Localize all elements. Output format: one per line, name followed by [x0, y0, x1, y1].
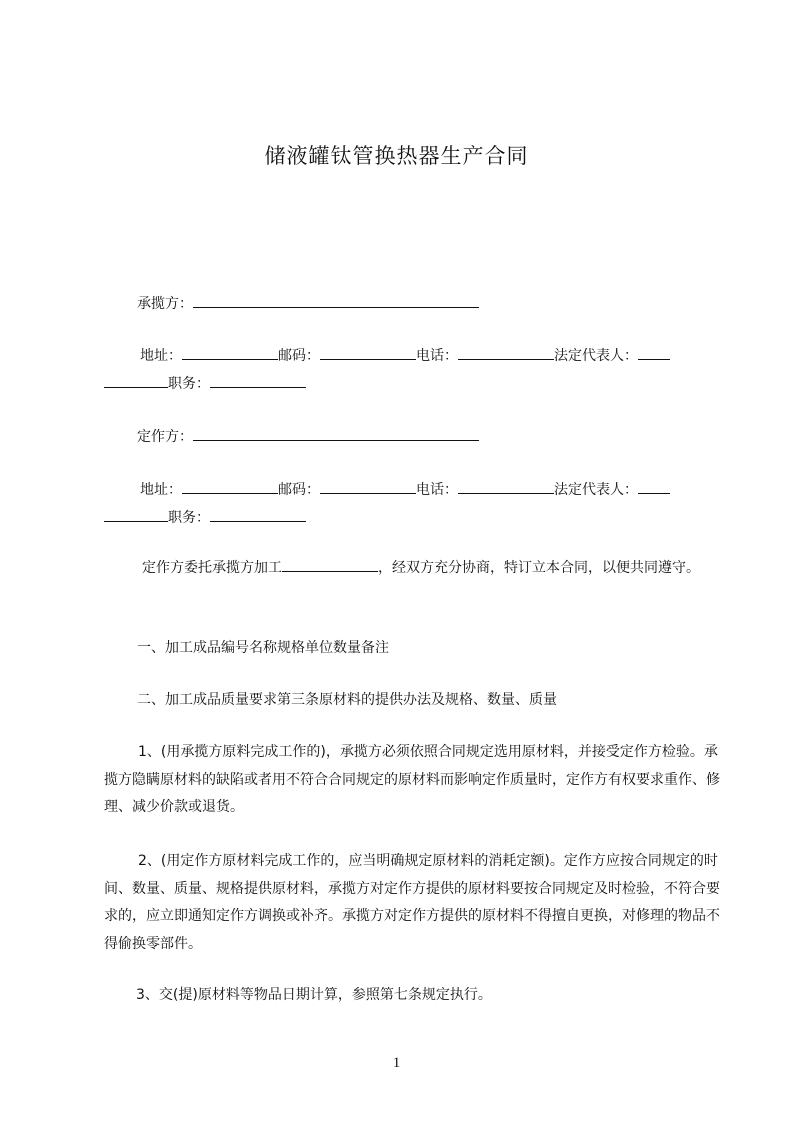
- contractor-legal-rep-blank: [638, 344, 670, 360]
- client-postcode-label: 邮码：: [278, 482, 320, 498]
- page-number: 1: [392, 1055, 401, 1071]
- client-position-label: 职务：: [168, 510, 210, 526]
- intro-paragraph: [104, 555, 722, 583]
- client-position-blank: [210, 506, 306, 522]
- client-contact-line: [140, 478, 760, 500]
- contractor-phone-blank: [458, 344, 554, 360]
- client-legal-rep-blank-cont: [104, 506, 168, 522]
- clause-1: [104, 739, 722, 822]
- contractor-label: 承揽方：: [137, 296, 193, 312]
- client-address-blank: [182, 478, 278, 494]
- contractor-position-blank: [210, 372, 306, 388]
- clause-1-text: 1、(用承揽方原料完成工作的)，承揽方必须依照合同规定选用原材料，并接受定作方检验。承揽方隐瞒原材料的缺陷或者用不符合合同规定的原材料而影响定作质量时，定作方有权要求重作、修理、减少价款或退货。: [104, 744, 720, 815]
- contractor-position-label: 职务：: [168, 376, 210, 392]
- clause-2: [104, 848, 722, 958]
- contractor-legal-rep-label: 法定代表人：: [554, 348, 638, 364]
- client-line: [137, 425, 757, 447]
- contractor-address-label: 地址：: [140, 348, 182, 364]
- contractor-address-blank: [182, 344, 278, 360]
- contractor-position-line: [104, 372, 724, 394]
- section-2-heading: 二、加工成品质量要求第三条原材料的提供办法及规格、数量、质量: [137, 692, 557, 708]
- contractor-legal-rep-blank-cont: [104, 372, 168, 388]
- contractor-contact-line: [140, 344, 760, 366]
- contractor-blank: [193, 292, 479, 308]
- clause-2-text: 2、(用定作方原材料完成工作的，应当明确规定原材料的消耗定额)。定作方应按合同规定的时间、数量、质量、规格提供原材料，承揽方对定作方提供的原材料要按合同规定及时检验，不符合要求的，应立即通知定作方调换或补齐。承揽方对定作方提供的原材料不得擅自更换，对修理的物品不得偷换零部件。: [104, 853, 720, 952]
- client-label: 定作方：: [137, 429, 193, 445]
- contractor-postcode-label: 邮码：: [278, 348, 320, 364]
- intro-blank: [282, 556, 378, 572]
- client-position-line: [104, 506, 724, 528]
- client-postcode-blank: [320, 478, 416, 494]
- client-address-label: 地址：: [140, 482, 182, 498]
- client-phone-blank: [458, 478, 554, 494]
- intro-part1: 定作方委托承揽方加工: [142, 560, 282, 576]
- section-1-heading: 一、加工成品编号名称规格单位数量备注: [137, 640, 389, 656]
- client-blank: [193, 425, 479, 441]
- client-legal-rep-label: 法定代表人：: [554, 482, 638, 498]
- document-title: 储液罐钛管换热器生产合同: [264, 144, 529, 168]
- contractor-line: [137, 292, 757, 314]
- contractor-phone-label: 电话：: [416, 348, 458, 364]
- clause-3-text: 3、交(提)原材料等物品日期计算，参照第七条规定执行。: [136, 987, 492, 1003]
- intro-part2: ，经双方充分协商，特订立本合同，以便共同遵守。: [378, 560, 700, 576]
- client-phone-label: 电话：: [416, 482, 458, 498]
- client-legal-rep-blank: [638, 478, 670, 494]
- contractor-postcode-blank: [320, 344, 416, 360]
